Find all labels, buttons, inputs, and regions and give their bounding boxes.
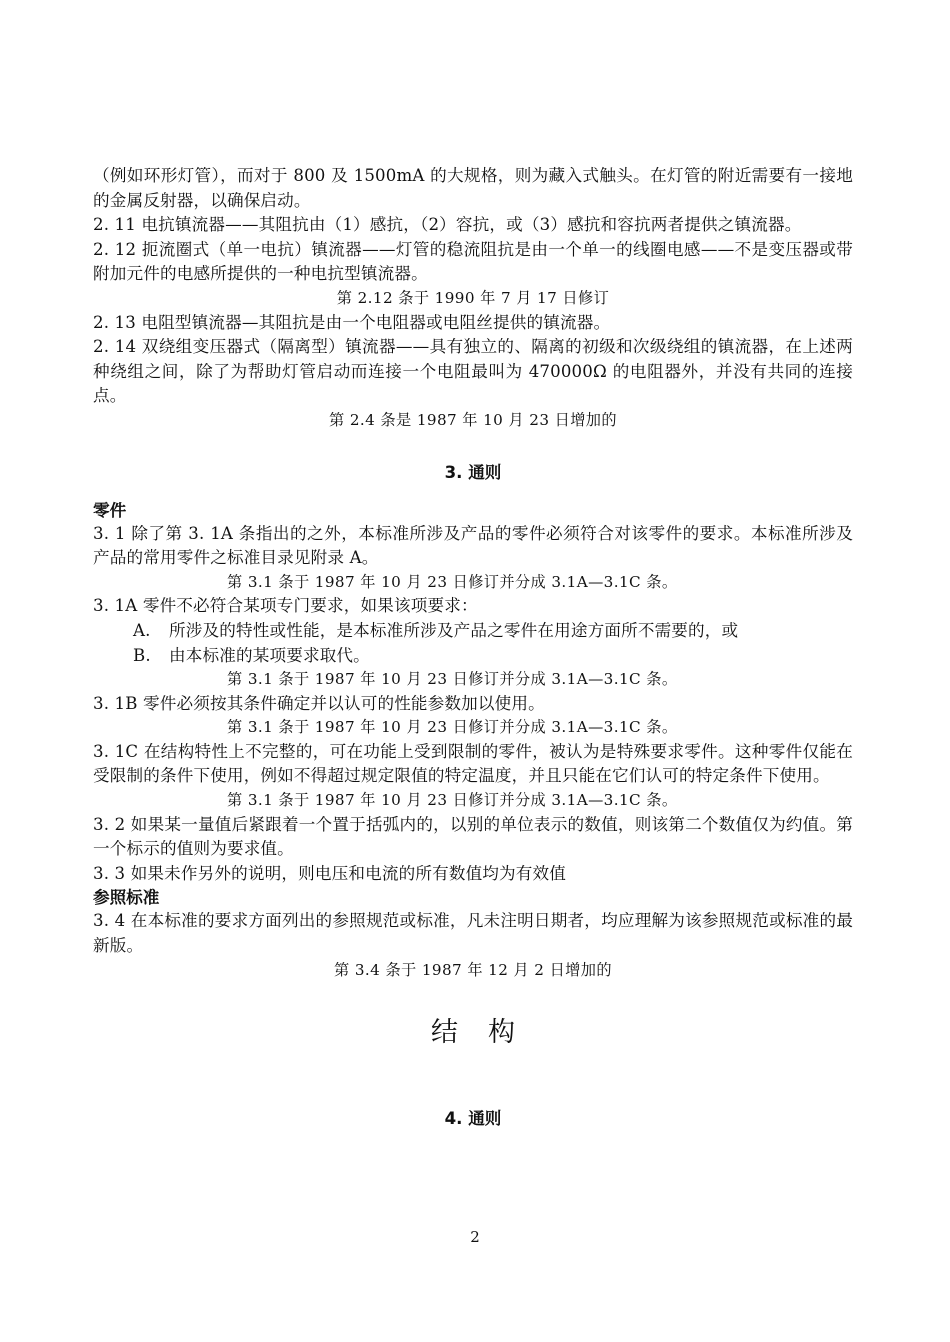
clause-3-1A: 3. 1A 零件不必符合某项专门要求，如果该项要求：	[93, 596, 478, 616]
clause-2-12: 2. 12 扼流圈式（单一电抗）镇流器——灯管的稳流阻抗是由一个单一的线圈电感——不是变压器或带附加元件的电感所提供的一种电抗型镇流器。	[93, 239, 853, 284]
clause-3-1C: 3. 1C 在结构特性上不完整的，可在功能上受到限制的零件，被认为是特殊要求零件。这种零件仅能在受限制的条件下使用，例如不得超过规定限值的特定温度，并且只能在它们认可的特定条件下使用。	[93, 741, 853, 786]
page-number: 2	[470, 1228, 480, 1246]
page-content	[93, 164, 853, 1129]
clause-2-13: 2. 13 电阻型镇流器—其阻抗是由一个电阻器或电阻丝提供的镇流器。	[93, 312, 611, 332]
revision-note-2-4: 第 2.4 条是 1987 年 10 月 23 日增加的	[329, 410, 617, 429]
subheading-reference-standards: 参照标准	[93, 888, 160, 908]
paragraph-intro: （例如环形灯管），而对于 800 及 1500mA 的大规格，则为藏入式触头。在灯管的附近需要有一接地的金属反射器，以确保启动。	[93, 166, 853, 210]
revision-note-3-1-a: 第 3.1 条于 1987 年 10 月 23 日修订并分成 3.1A—3.1C 条。	[227, 572, 678, 591]
subheading-parts: 零件	[93, 500, 127, 520]
clause-3-1B: 3. 1B 零件必须按其条件确定并以认可的性能参数加以使用。	[93, 693, 545, 713]
list-text-b: 由本标准的某项要求取代。	[169, 645, 370, 665]
clause-2-14: 2. 14 双绕组变压器式（隔离型）镇流器——具有独立的、隔离的初级和次级绕组的镇流器，在上述两种绕组之间，除了为帮助灯管启动而连接一个电阻最叫为 470000Ω 的电阻器外，并没有共同的连接点。	[93, 337, 853, 406]
section-heading-4: 4. 通则	[444, 1109, 502, 1129]
clause-3-4: 3. 4 在本标准的要求方面列出的参照规范或标准，凡未注明日期者，均应理解为该参照规范或标准的最新版。	[93, 911, 853, 956]
clause-3-3: 3. 3 如果未作另外的说明，则电压和电流的所有数值均为有效值	[93, 863, 567, 883]
revision-note-3-4: 第 3.4 条于 1987 年 12 月 2 日增加的	[334, 960, 612, 979]
list-item-b	[93, 644, 853, 669]
revision-note-3-1-c: 第 3.1 条于 1987 年 10 月 23 日修订并分成 3.1A—3.1C 条。	[227, 718, 678, 737]
section-title-structure: 结构	[431, 1017, 545, 1049]
list-marker-a: A.	[133, 620, 151, 640]
clause-3-2: 3. 2 如果某一量值后紧跟着一个置于括弧内的，以别的单位表示的数值，则该第二个数值仅为约值。第一个标示的值则为要求值。	[93, 814, 853, 859]
clause-3-1: 3. 1 除了第 3. 1A 条指出的之外，本标准所涉及产品的零件必须符合对该零件的要求。本标准所涉及产品的常用零件之标准目录见附录 A。	[93, 523, 853, 568]
clause-2-11: 2. 11 电抗镇流器——其阻抗由（1）感抗，（2）容抗，或（3）感抗和容抗两者提供之镇流器。	[93, 215, 802, 235]
revision-note-3-1-d: 第 3.1 条于 1987 年 10 月 23 日修订并分成 3.1A—3.1C 条。	[227, 791, 678, 810]
revision-note-3-1-b: 第 3.1 条于 1987 年 10 月 23 日修订并分成 3.1A—3.1C 条。	[227, 670, 678, 689]
section-heading-3: 3. 通则	[444, 462, 502, 482]
list-item-a	[93, 619, 853, 644]
list-text-a: 所涉及的特性或性能，是本标准所涉及产品之零件在用途方面所不需要的，或	[169, 620, 739, 640]
list-marker-b: B.	[133, 645, 151, 665]
revision-note-2-12: 第 2.12 条于 1990 年 7 月 17 日修订	[336, 288, 610, 307]
